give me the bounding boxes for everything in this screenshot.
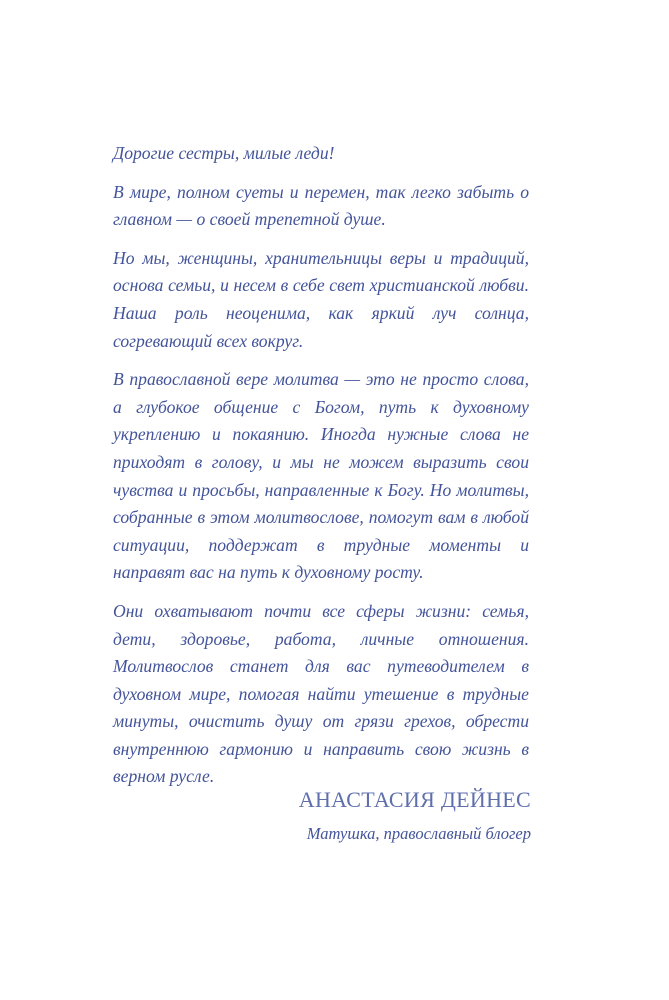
paragraph-1: В мире, полном суеты и перемен, так легко забыть о главном — о своей трепетной душе. (113, 181, 529, 230)
author-role: Матушка, православный блогер (306, 824, 531, 843)
paragraph-4: Они охватывают почти все сферы жизни: семья, дети, здоровье, работа, личные отношения. Молитвослов станет для вас путеводителем в духовном мире, помогая найти утешение в трудные минуты, очистить душу от грязи грехов, обрести внутреннюю гармонию и направить свою жизнь в верном русле. (113, 600, 529, 787)
paragraph-3: В православной вере молитва — это не просто слова, а глубокое общение с Богом, путь к духовному укреплению и покаянию. Иногда нужные слова не приходят в голову, и мы не можем выразить свои чувства и просьбы, направленные к Богу. Но молитвы, собранные в этом молитвослове, помогут вам в любой ситуации, поддержат в трудные моменты и направят вас на путь к духовному росту. (113, 369, 529, 583)
author-name: АНАСТАСИЯ ДЕЙНЕС (298, 787, 531, 812)
paragraph-2: Но мы, женщины, хранительницы веры и традиций, основа семьи, и несем в себе свет христианской любви. Наша роль неоценима, как яркий луч солнца, согревающий всех вокруг. (113, 247, 529, 351)
greeting: Дорогие сестры, милые леди! (113, 143, 335, 163)
letter-body (113, 140, 529, 802)
